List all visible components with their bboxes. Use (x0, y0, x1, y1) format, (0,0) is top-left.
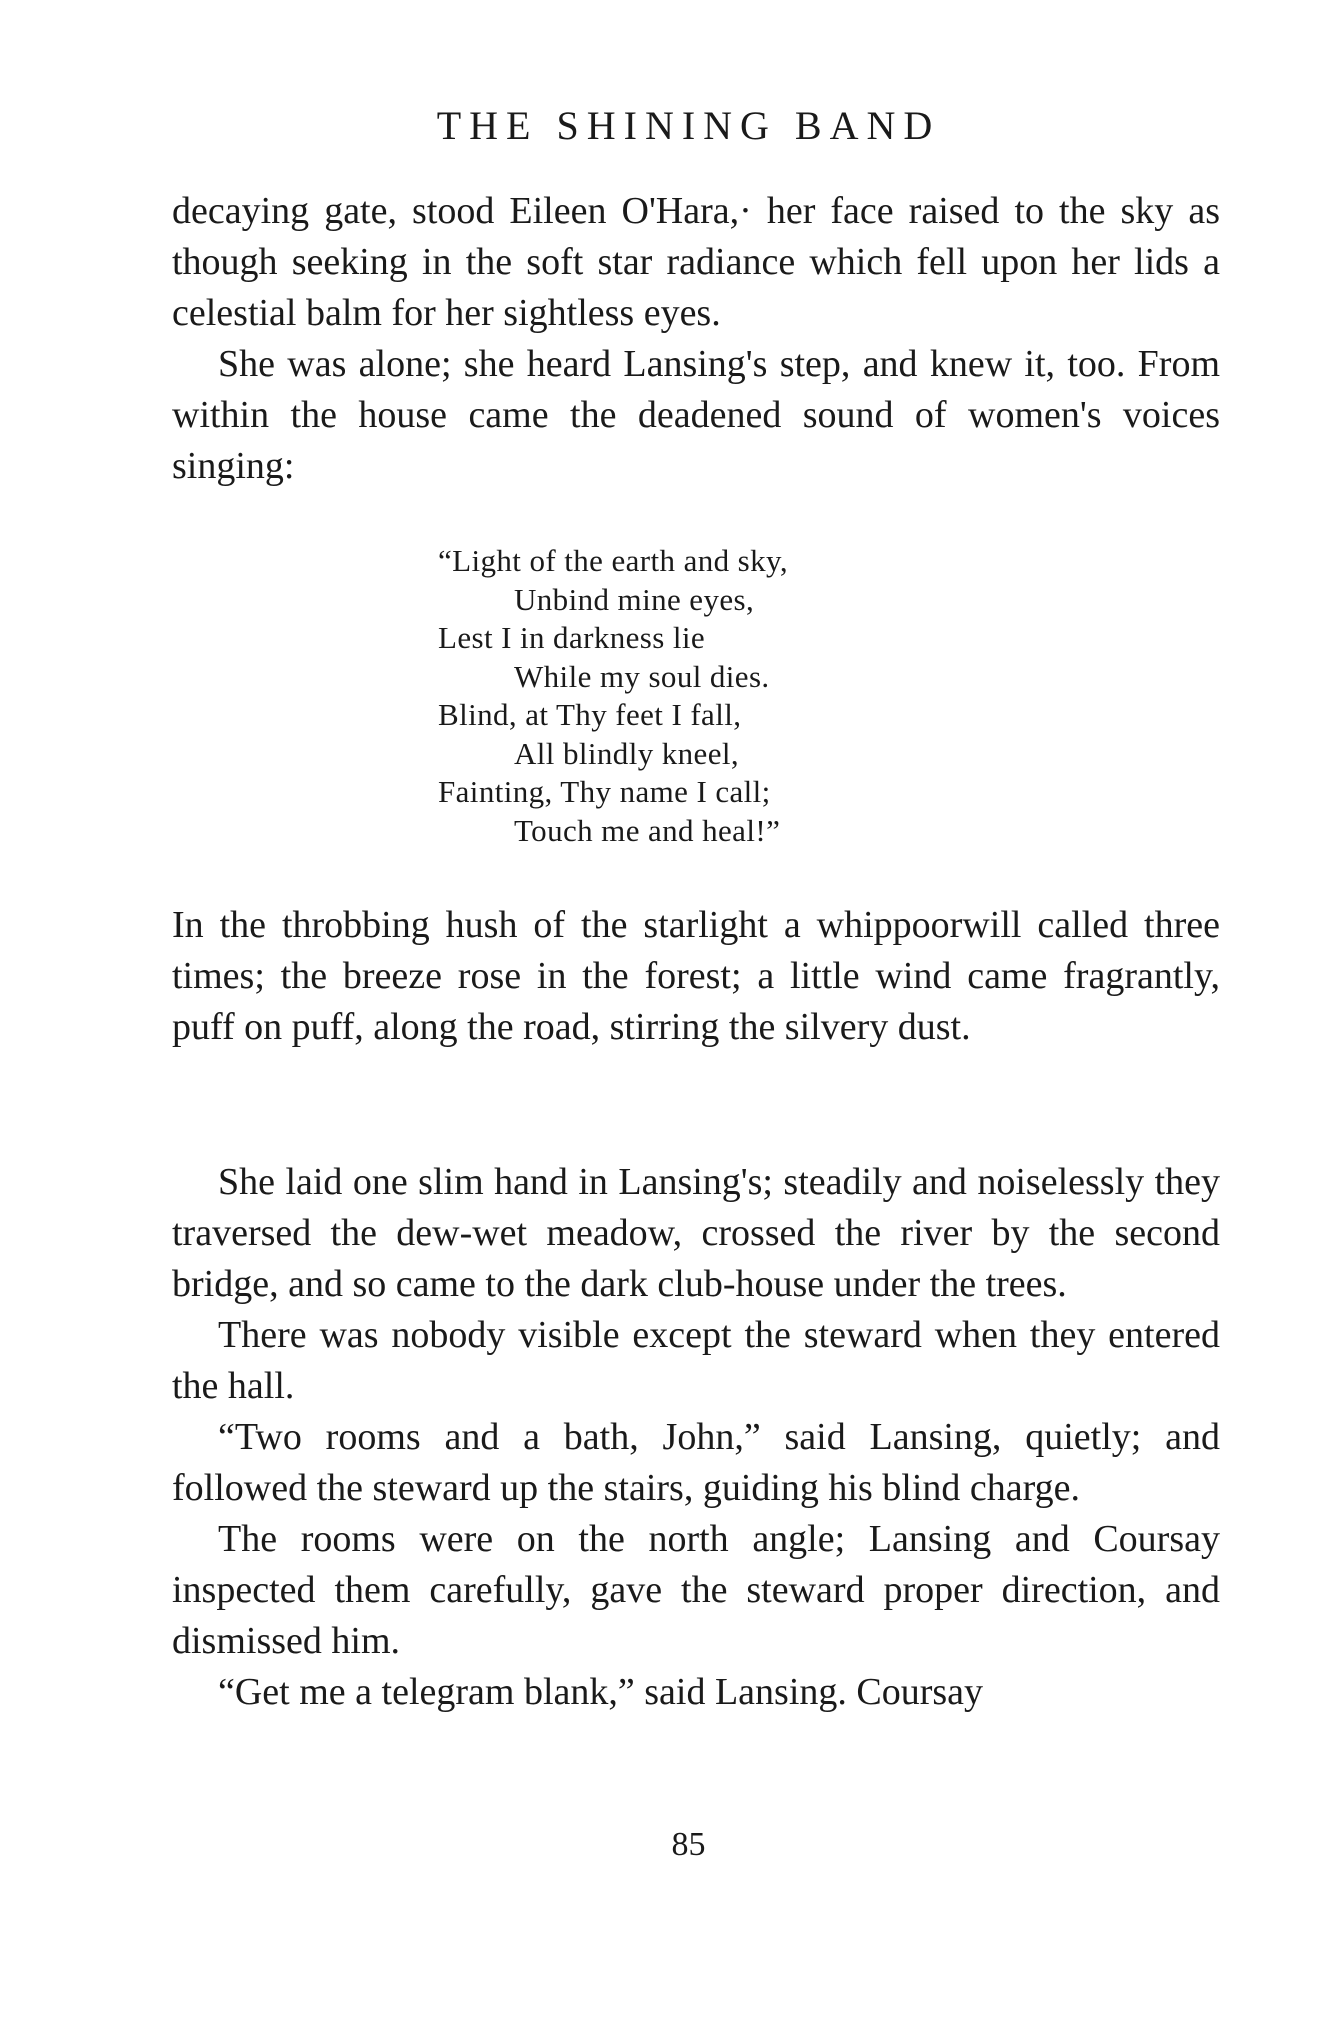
paragraph: She laid one slim hand in Lansing's; steadily and noiselessly they traversed the dew-wet meadow, crossed the river by the second bridge, and so came to the dark club-house under the trees. (172, 1161, 1220, 1305)
paragraph: She was alone; she heard Lansing's step, and knew it, too. From within the house came the deadened sound of women's voices singing: (172, 343, 1220, 487)
running-head: THE SHINING BAND (436, 103, 941, 148)
verse-line: All blindly kneel, (514, 735, 740, 771)
verse-line: While my soul dies. (514, 658, 770, 694)
verse-line: Touch me and heal!” (514, 812, 781, 848)
text-block-bottom (172, 1157, 1220, 1718)
paragraph-continued: decaying gate, stood Eileen O'Hara,· her face raised to the sky as though seeking in the soft star radiance which fell upon her lids a celestial balm for her sightless eyes. (172, 190, 1220, 334)
paragraph: “Two rooms and a bath, John,” said Lansing, quietly; and followed the steward up the stairs, guiding his blind charge. (172, 1416, 1220, 1509)
paragraph: “Get me a telegram blank,” said Lansing. Coursay (218, 1671, 984, 1713)
verse-line: Unbind mine eyes, (514, 581, 755, 617)
hymn-verse (438, 542, 788, 850)
text-block-middle (172, 900, 1220, 1053)
text-block-top (172, 186, 1220, 492)
page-number: 85 (671, 1826, 706, 1863)
paragraph: The rooms were on the north angle; Lansing and Coursay inspected them carefully, gave the steward proper direction, and dismissed him. (172, 1518, 1220, 1662)
verse-line: Blind, at Thy feet I fall, (438, 697, 742, 732)
paragraph: In the throbbing hush of the starlight a whippoorwill called three times; the breeze rose in the forest; a little wind came fragrantly, puff on puff, along the road, stirring the silvery dust. (172, 904, 1220, 1048)
verse-line: Lest I in darkness lie (438, 620, 706, 655)
paragraph: There was nobody visible except the steward when they entered the hall. (172, 1314, 1220, 1407)
verse-line: Fainting, Thy name I call; (438, 774, 771, 809)
verse-line: “Light of the earth and sky, (438, 543, 789, 578)
